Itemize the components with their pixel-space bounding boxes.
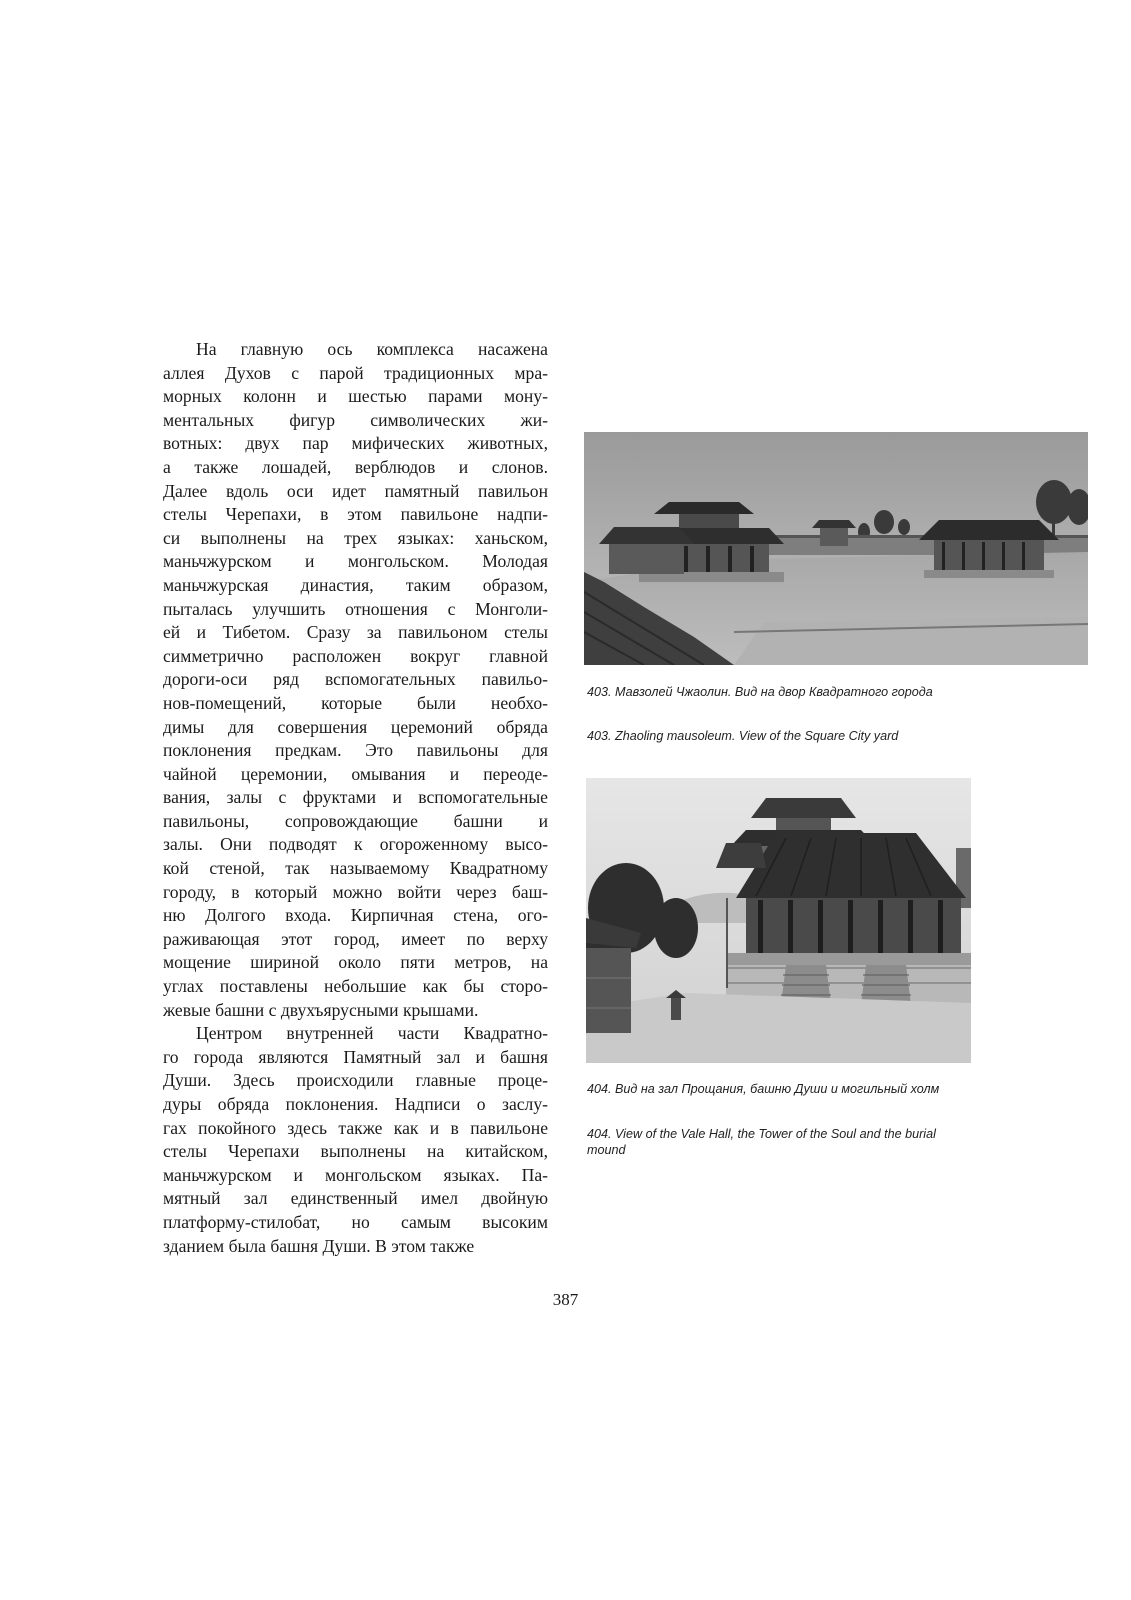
page-number: 387 bbox=[552, 1290, 579, 1309]
text-line: углах поставлены небольшие как бы сторо- bbox=[163, 976, 548, 997]
figure-403-caption-ru: 403. Мавзолей Чжаолин. Вид на двор Квадратного города bbox=[587, 685, 933, 699]
text-line: ментальных фигур символических жи- bbox=[163, 409, 548, 430]
text-line: стелы Черепахи, в этом павильоне надпи- bbox=[163, 504, 548, 525]
text-line: кой стеной, так называемому Квадратному bbox=[163, 858, 548, 879]
text-line: павильоны, сопровождающие башни и bbox=[163, 810, 548, 831]
text-line: а также лошадей, верблюдов и слонов. bbox=[163, 456, 548, 477]
text-line: вотных: двух пар мифических животных, bbox=[163, 433, 548, 454]
body-text-column bbox=[163, 338, 548, 1258]
text-line: маньчжурском и монгольском. Молодая bbox=[163, 551, 548, 572]
paragraph-2 bbox=[163, 1022, 548, 1258]
text-line: Далее вдоль оси идет памятный павильон bbox=[163, 480, 548, 501]
text-line: нов-помещений, которые были необхо- bbox=[163, 692, 548, 713]
text-line: дороги-оси ряд вспомогательных павильо- bbox=[163, 669, 548, 690]
text-line: поклонения предкам. Это павильоны для bbox=[163, 740, 548, 761]
text-line: пыталась улучшить отношения с Монголи- bbox=[163, 598, 548, 619]
text-line: жевые башни с двухъярусными крышами. bbox=[163, 999, 479, 1020]
text-line: ей и Тибетом. Сразу за павильоном стелы bbox=[163, 622, 548, 643]
text-line: мощение шириной около пяти метров, на bbox=[163, 952, 548, 973]
text-line: димы для совершения церемоний обряда bbox=[163, 716, 548, 737]
text-line: раживающая этот город, имеет по верху bbox=[163, 928, 548, 949]
figure-403-photo bbox=[584, 432, 1088, 665]
text-line: дуры обряда поклонения. Надписи о заслу- bbox=[163, 1094, 548, 1114]
text-line: чайной церемонии, омывания и переоде- bbox=[163, 763, 548, 784]
text-line: вания, залы с фруктами и вспомогательные bbox=[163, 787, 548, 808]
text-line: гах покойного здесь также как и в павильоне bbox=[163, 1117, 548, 1138]
text-line: городу, в который можно войти через баш- bbox=[163, 881, 548, 902]
text-line: залы. Они подводят к огороженному высо- bbox=[163, 834, 548, 855]
text-line: симметрично расположен вокруг главной bbox=[163, 645, 548, 666]
text-line: ню Долгого входа. Кирпичная стена, ого- bbox=[163, 905, 548, 926]
text-line: платформу-стилобат, но самым высоким bbox=[163, 1211, 548, 1232]
paragraph-1 bbox=[163, 338, 548, 1022]
text-line: си выполнены на трех языках: ханьском, bbox=[163, 527, 548, 548]
text-line: Души. Здесь происходили главные проце- bbox=[163, 1070, 548, 1091]
figure-403-caption-en: 403. Zhaoling mausoleum. View of the Square City yard bbox=[587, 729, 899, 743]
figure-404-caption-en: 404. View of the Vale Hall, the Tower of the Soul and the burial mound bbox=[587, 1127, 936, 1157]
text-line: зданием была башня Души. В этом также bbox=[163, 1235, 475, 1256]
text-line: го города являются Памятный зал и башня bbox=[163, 1046, 548, 1067]
text-line: стелы Черепахи выполнены на китайском, bbox=[163, 1141, 548, 1162]
text-line: Центром внутренней части Квадратно- bbox=[196, 1023, 548, 1044]
text-line: На главную ось комплекса насажена bbox=[196, 339, 548, 359]
text-line: аллея Духов с парой традиционных мра- bbox=[163, 362, 548, 383]
figure-404-caption-ru: 404. Вид на зал Прощания, башню Души и могильный холм bbox=[587, 1082, 940, 1096]
text-line: мятный зал единственный имел двойную bbox=[163, 1188, 548, 1209]
figure-404-photo bbox=[586, 778, 971, 1063]
text-line: маньчжурская династия, таким образом, bbox=[163, 574, 548, 595]
text-line: морных колонн и шестью парами мону- bbox=[163, 386, 548, 407]
text-line: маньчжурском и монгольском языках. Па- bbox=[163, 1164, 548, 1185]
